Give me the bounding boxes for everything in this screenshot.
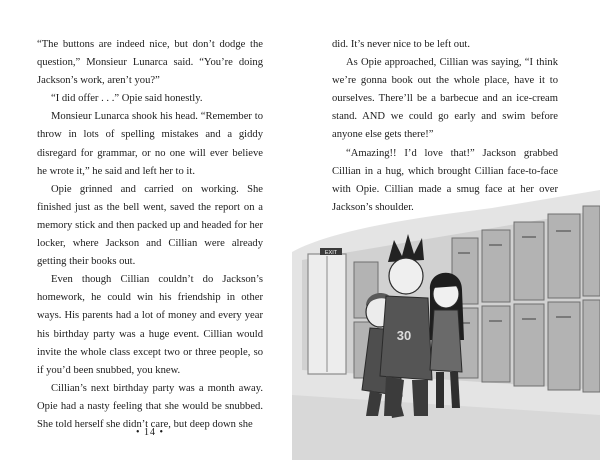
paragraph: Monsieur Lunarca shook his head. “Remember to throw in lots of spelling mistakes and a giddy disregard for grammar, or no one will ever believe he wrote it,” he said and left her to it. xyxy=(37,111,263,177)
paragraph: Opie grinned and carried on working. She finished just as the bell went, saved the report on a memory stick and then packed up and headed for her locker, where Jackson and Cillian were already getting their books out. xyxy=(37,183,263,268)
paragraph: “The buttons are indeed nice, but don’t dodge the question,” Monsieur Lunarca said. “You’re doing Jackson’s work, aren’t you?” xyxy=(37,39,263,87)
left-page-text xyxy=(37,36,263,434)
jersey-number: 30 xyxy=(396,328,412,343)
paragraph: Cillian’s next birthday party was a month away. Opie had a nasty feeling that she would be snubbed. She told herself she didn’t care, but deep down she xyxy=(37,382,263,430)
paragraph: “Amazing!! I’d love that!” Jackson grabbed Cillian in a hug, which brought Cillian face-to-face with Opie. Cillian made a smug face at her over Jackson’s shoulder. xyxy=(332,147,558,213)
paragraph: did. It’s never nice to be left out. xyxy=(332,39,470,50)
exit-sign-label: EXIT xyxy=(324,250,338,256)
page-number: • 14 • xyxy=(135,427,164,438)
paragraph: “I did offer . . .” Opie said honestly. xyxy=(51,93,203,105)
paragraph: As Opie approached, Cillian was saying, “I think we’re gonna book out the whole place, have it to ourselves. There’ll be a barbecue and an ice-cream stand. AND we could go early and swim before anyone else gets there!” xyxy=(332,57,558,141)
paragraph: Even though Cillian couldn’t do Jackson’s homework, he could win his friendship in other ways. His parents had a lot of money and every year his birthday party was a huge event. Cillian would invite the whole class except two or three people, so if you’d been snubbed, you knew. xyxy=(37,274,263,376)
illustration-locker-hallway xyxy=(292,190,600,460)
